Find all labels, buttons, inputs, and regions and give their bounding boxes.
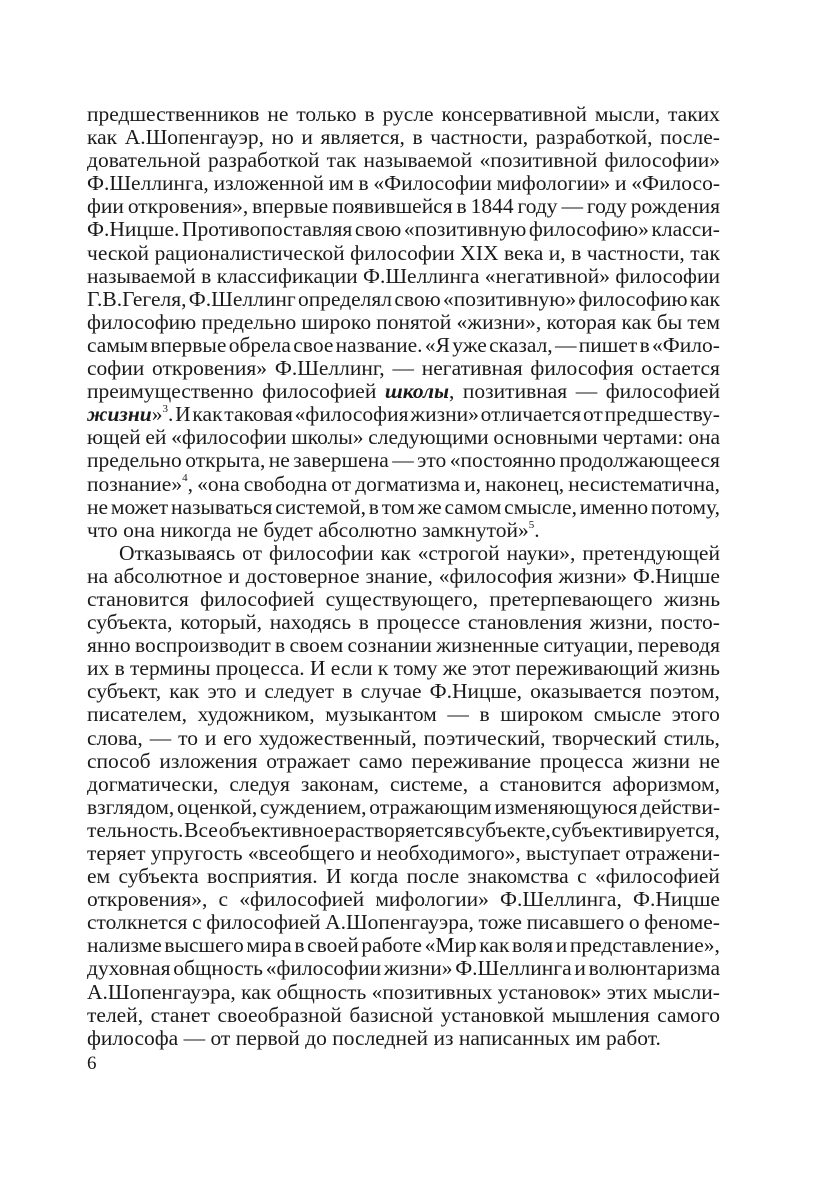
text-line: на абсолютное и достоверное знание, «философия жизни» Ф.Ницше <box>87 563 720 588</box>
text-line: философа — от первой до последней из написанных им работ. <box>87 1025 661 1050</box>
text-line: догматически, следуя законам, системе, а становится афоризмом, <box>87 771 720 796</box>
text-line: субъекта, который, находясь в процессе становления жизни, посто- <box>87 610 720 635</box>
text-line: телей, станет своеобразной базисной установкой мышления самого <box>87 1002 720 1027</box>
text-line: преимущественно философией школы, позитивная — философией <box>87 379 720 404</box>
text-line: самым впервые обрела свое название. «Я уже сказал, — пишет в «Фило- <box>87 332 720 357</box>
text-line: ем субъекта восприятия. И когда после знакомства с «философией <box>87 864 720 889</box>
text-line: познание»$^4$, «она свободна от догматизма и, наконец, несистематична, <box>87 471 720 496</box>
text-line: называемой в классификации Ф.Шеллинга «негативной» философии <box>87 263 720 288</box>
text-line: теряет упругость «всеобщего и необходимого», выступает отражени- <box>87 841 720 865</box>
text-line: писателем, художником, музыкантом — в широком смысле этого <box>87 702 720 727</box>
text-line: янно воспроизводит в своем сознании жизненные ситуации, переводя <box>87 633 720 658</box>
text-line: фии откровения», впервые появившейся в 1844 году — году рождения <box>87 194 720 219</box>
text-line: способ изложения отражает само переживание процесса жизни не <box>87 748 720 773</box>
footnote-ref: 5 <box>528 518 535 531</box>
text-line: становится философией существующего, претерпевающего жизнь <box>87 586 720 611</box>
text-line: не может называться системой, в том же самом смысле, именно потому, <box>87 494 720 519</box>
text-line: откровения», с «философией мифологии» Ф.Шеллинга, Ф.Ницше <box>87 887 720 912</box>
text-line: философию предельно широко понятой «жизни», которая как бы тем <box>87 309 720 334</box>
footnote-ref: 4 <box>182 472 188 485</box>
text-line: Ф.Шеллинга, изложенной им в «Философии мифологии» и «Филосо- <box>87 171 720 196</box>
text-line: Г.В.Гегеля, Ф.Шеллинг определял свою «позитивную» философию как <box>87 286 720 311</box>
text-line: тельность. Все объективное растворяется в субъекте, субъективируется, <box>87 817 720 842</box>
text-line: духовная общность «философии жизни» Ф.Шеллинга и волюнтаризма <box>87 956 720 981</box>
page-number: 6 <box>87 1053 97 1074</box>
text-line: нализме высшего мира в своей работе «Мир как воля и представление», <box>87 933 720 958</box>
text-line: Отказываясь от философии как «строгой науки», претендующей <box>119 540 720 565</box>
text-line: их в термины процесса. И если к тому же этот переживающий жизнь <box>87 656 720 681</box>
text-line: столкнется с философией А.Шопенгауэра, тоже писавшего о феноме- <box>87 910 720 935</box>
page-body <box>87 103 720 1050</box>
text-line: как А.Шопенгауэр, но и является, в частности, разработкой, после- <box>87 125 720 150</box>
text-line: предельно открыта, не завершена — это «постоянно продолжающееся <box>87 448 720 473</box>
text-line: предшественников не только в русле консервативной мысли, таких <box>87 102 720 126</box>
text-line: что она никогда не будет абсолютно замкнутой»$^5$. <box>87 517 540 542</box>
footnote-ref: 3 <box>162 403 168 416</box>
text-line: ющей ей «философии школы» следующими основными чертами: она <box>87 425 720 450</box>
text-line: ческой рационалистической философии XIX века и, в частности, так <box>87 240 720 265</box>
text-line: Ф.Ницше. Противопоставляя свою «позитивную философию» класси- <box>87 217 720 242</box>
text-line: А.Шопенгауэра, как общность «позитивных установок» этих мысли- <box>87 979 720 1004</box>
text-line: довательной разработкой так называемой «позитивной философии» <box>87 148 720 173</box>
text-line: субъект, как это и следует в случае Ф.Ницше, оказывается поэтом, <box>87 679 720 704</box>
text-line: софии откровения» Ф.Шеллинг, — негативная философия остается <box>87 356 720 381</box>
text-line: слова, — то и его художественный, поэтический, творческий стиль, <box>87 725 720 750</box>
text-line: взглядом, оценкой, суждением, отражающим изменяющуюся действи- <box>87 794 720 819</box>
text-line: жизни»$^3$. И как таковая «философия жизни» отличается от предшеству- <box>87 402 720 427</box>
